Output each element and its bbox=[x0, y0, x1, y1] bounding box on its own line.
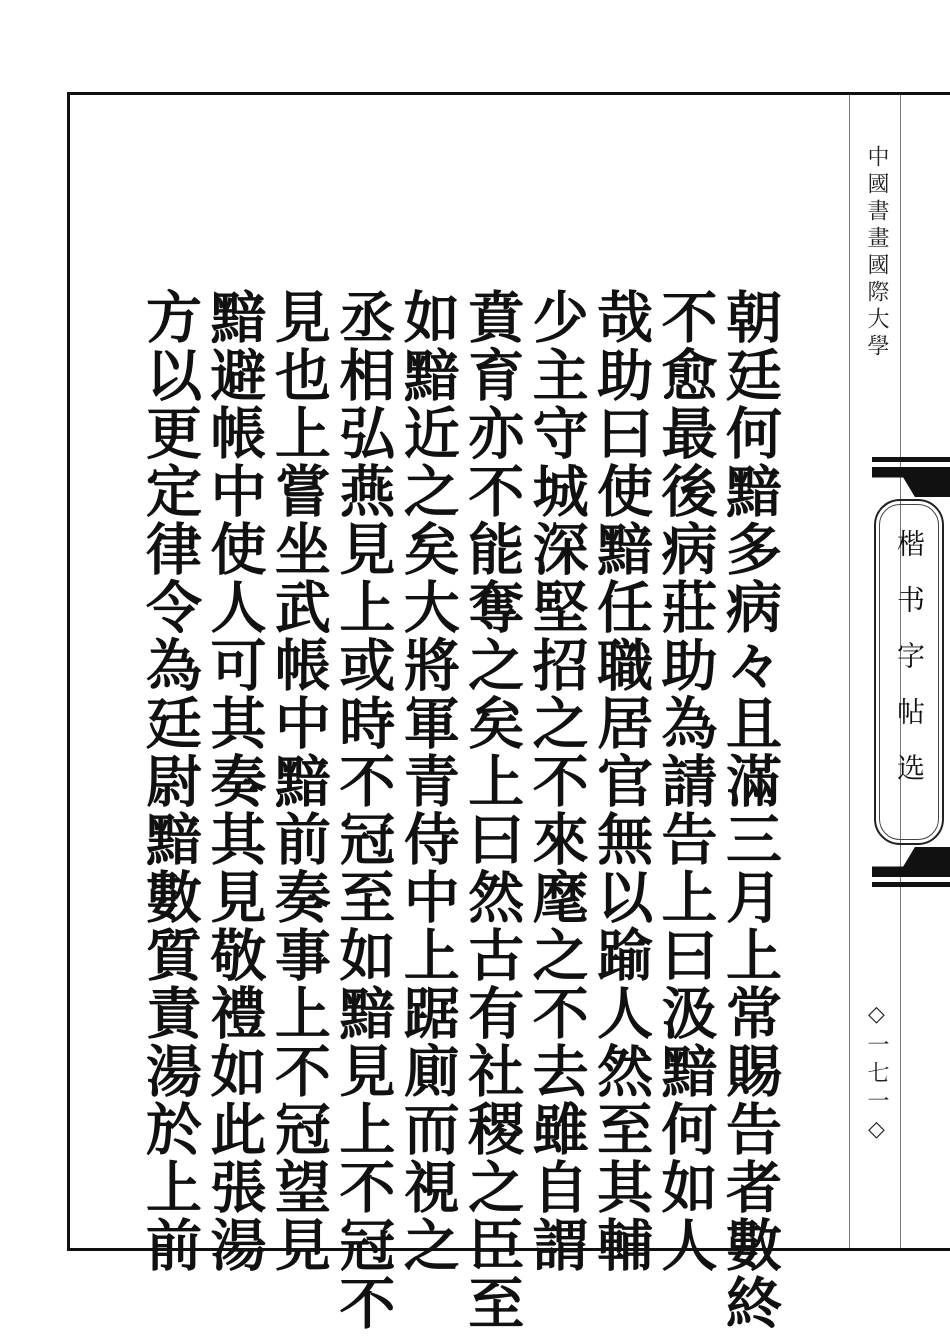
calligraphy-column: 如黯近之矣大將軍青侍中上踞廁而視之 bbox=[394, 288, 461, 1274]
calligraphy-column: 哉助曰使黯任職居官無以踰人然至其輔 bbox=[588, 288, 655, 1274]
calligraphy-column: 見也上嘗坐武帳中黯前奏事上不冠望見 bbox=[265, 288, 332, 1274]
margin-rule bbox=[849, 95, 850, 1248]
calligraphy-column: 方以更定律令為廷尉黯數質責湯於上前 bbox=[137, 288, 203, 1274]
band-rule bbox=[872, 457, 950, 462]
calligraphy-column: 不愈最後病莊助為請告上曰汲黯何如人 bbox=[652, 288, 719, 1274]
publisher-header: 中國書畫國際大學 bbox=[864, 145, 889, 361]
calligraphy-column: 黯避帳中使人可其奏其見敬禮如此張湯 bbox=[201, 288, 268, 1274]
calligraphy-column: 賁育亦不能奪之矣上曰然古有社稷之臣至 bbox=[459, 288, 526, 1332]
book-title: 楷书字帖选 bbox=[893, 529, 926, 809]
calligraphy-text bbox=[137, 288, 783, 1332]
band-rule bbox=[872, 882, 950, 887]
calligraphy-column: 丞相弘燕見上或時不冠至如黯見上不冠不 bbox=[330, 288, 397, 1332]
title-band bbox=[868, 457, 950, 887]
band-ornament bbox=[872, 467, 950, 497]
band-ornament bbox=[872, 847, 950, 877]
page-number: ◇一七一◇ bbox=[864, 1002, 889, 1148]
calligraphy-column: 朝廷何黯多病々且滿三月上常賜告者數終 bbox=[716, 288, 783, 1332]
calligraphy-column: 少主守城深堅招之不來麾之不去雖自謂 bbox=[523, 288, 590, 1274]
